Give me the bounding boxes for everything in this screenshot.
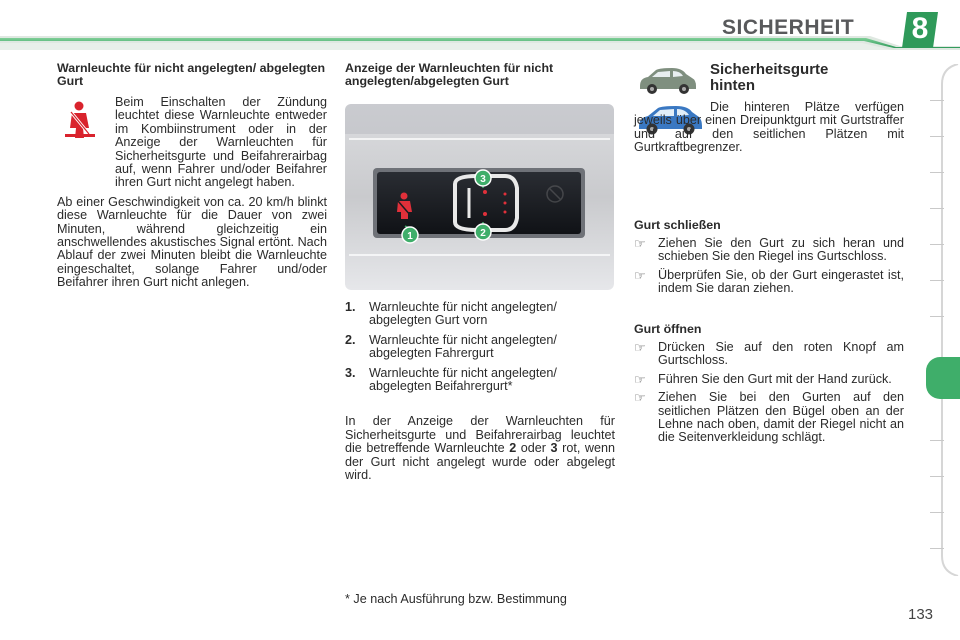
list-item [345,367,615,394]
chapter-tab-strip [928,64,960,576]
list-number: 3. [345,365,356,380]
list-text: Führen Sie den Gurt mit der Hand zurück. [658,371,892,386]
chapter-title: SICHERHEIT [722,16,855,39]
open-belt-section [634,323,904,450]
column-warning-display [345,62,615,88]
close-belt-section [634,219,904,301]
list-text: Warnleuchte für nicht angelegten/ abgelegten Beifahrergurt* [369,365,557,394]
list-text: Drücken Sie auf den roten Knopf am Gurtschloss. [658,340,904,368]
list-item [345,334,615,361]
list-number: 1. [345,300,356,314]
pointing-hand-icon: ☞ [634,236,646,251]
callout-1-label: 1 [407,231,413,242]
list-item [634,373,904,386]
warning-display-illustration [345,104,614,290]
seatbelt-warning-icon [62,100,98,140]
text-run: oder [516,441,551,456]
bold-ref: 3 [550,441,558,456]
column-rear-belts [634,101,904,155]
list-item [634,341,904,368]
callout-3-label: 3 [480,174,486,185]
tab-divider [930,244,944,245]
section-heading: Anzeige der Warnleuchten für nicht angelegten/abgelegten Gurt [345,61,554,88]
list-item [634,391,904,445]
tab-divider [930,100,944,101]
list-text: Ziehen Sie den Gurt zu sich heran und schieben Sie den Riegel ins Gurtschloss. [658,236,904,264]
paragraph-display-note [345,415,615,482]
column-belt-warning [57,62,327,290]
tab-divider [930,476,944,477]
list-item [634,269,904,296]
close-belt-list [634,237,904,296]
page-number: 133 [908,606,934,623]
paragraph-ignition-text: Beim Einschalten der Zündung leuchtet diese Warnleuchte entweder im Kombiinstrument oder in der Anzeige der Warnleuchten für Sicherheitsgurte und Beifahrerairbag auf, wenn Fahrer und/oder Beifahrer ihren Gurt nicht angelegt haben. [115,95,327,190]
list-text: Ziehen Sie bei den Gurten auf den seitlichen Plätzen den Bügel oben an der Lehne nach oben, damit der Riegel nicht an die Seitenverkleidung schlägt. [658,390,904,445]
callout-1 [402,226,418,243]
tab-divider [930,208,944,209]
tab-active-chapter[interactable] [926,357,960,399]
list-text: Überprüfen Sie, ob der Gurt eingerastet ist, indem Sie daran ziehen. [658,267,904,296]
pointing-hand-icon: ☞ [634,371,646,387]
subheading-open: Gurt öffnen [634,322,702,336]
tab-divider [930,548,944,549]
tab-divider [930,280,944,281]
list-text: Warnleuchte für nicht angelegten/ abgelegten Gurt vorn [369,300,557,328]
numbered-legend [345,301,615,482]
pointing-hand-icon: ☞ [634,267,646,283]
list-number: 2. [345,332,356,347]
callout-2-label: 2 [480,228,486,239]
chapter-number: 8 [911,12,929,45]
section-heading: Sicherheitsgurte hinten [710,61,829,94]
subheading-close: Gurt schließen [634,218,721,232]
tab-divider [930,512,944,513]
tab-divider [930,172,944,173]
pointing-hand-icon: ☞ [634,340,646,355]
list-item [634,237,904,264]
pointing-hand-icon: ☞ [634,390,646,406]
footnote: * Je nach Ausführung bzw. Bestimmung [345,592,567,606]
tab-divider [930,316,944,317]
bold-ref: 2 [509,441,517,456]
paragraph-rear-intro: Die hinteren Plätze verfügen jeweils über einen Dreipunktgurt mit Gurtstraffer und auf den seitlichen Plätzen mit Gurtkraftbegrenzer. [634,100,904,155]
list-text: Warnleuchte für nicht angelegten/ abgelegten Fahrergurt [369,332,557,361]
tab-divider [930,440,944,441]
list-item [345,301,615,328]
text-run: rot, wenn der Gurt nicht angelegt wurde oder abgelegt wird. [345,441,615,483]
paragraph-ignition [115,96,327,190]
open-belt-list [634,341,904,445]
text-run: In der Anzeige der Warnleuchten für Sicherheitsgurte und Beifahrerairbag leuchtet die betreffende Warnleuchte [345,414,615,456]
tab-divider [930,136,944,137]
section-heading: Warnleuchte für nicht angelegten/ abgelegten Gurt [57,61,326,88]
car-grey-icon [636,66,698,96]
paragraph-speed: Ab einer Geschwindigkeit von ca. 20 km/h blinkt diese Warnleuchte für die Dauer von zwei Minuten, während gleichzeitig ein anschwellendes akustisches Signal ertönt. Nach Ablauf der zwei Minuten bleibt die Warnleuchte eingeschaltet, solange Fahrer und/oder Beifahrer ihren Gurt nicht anlegen. [57,194,327,290]
